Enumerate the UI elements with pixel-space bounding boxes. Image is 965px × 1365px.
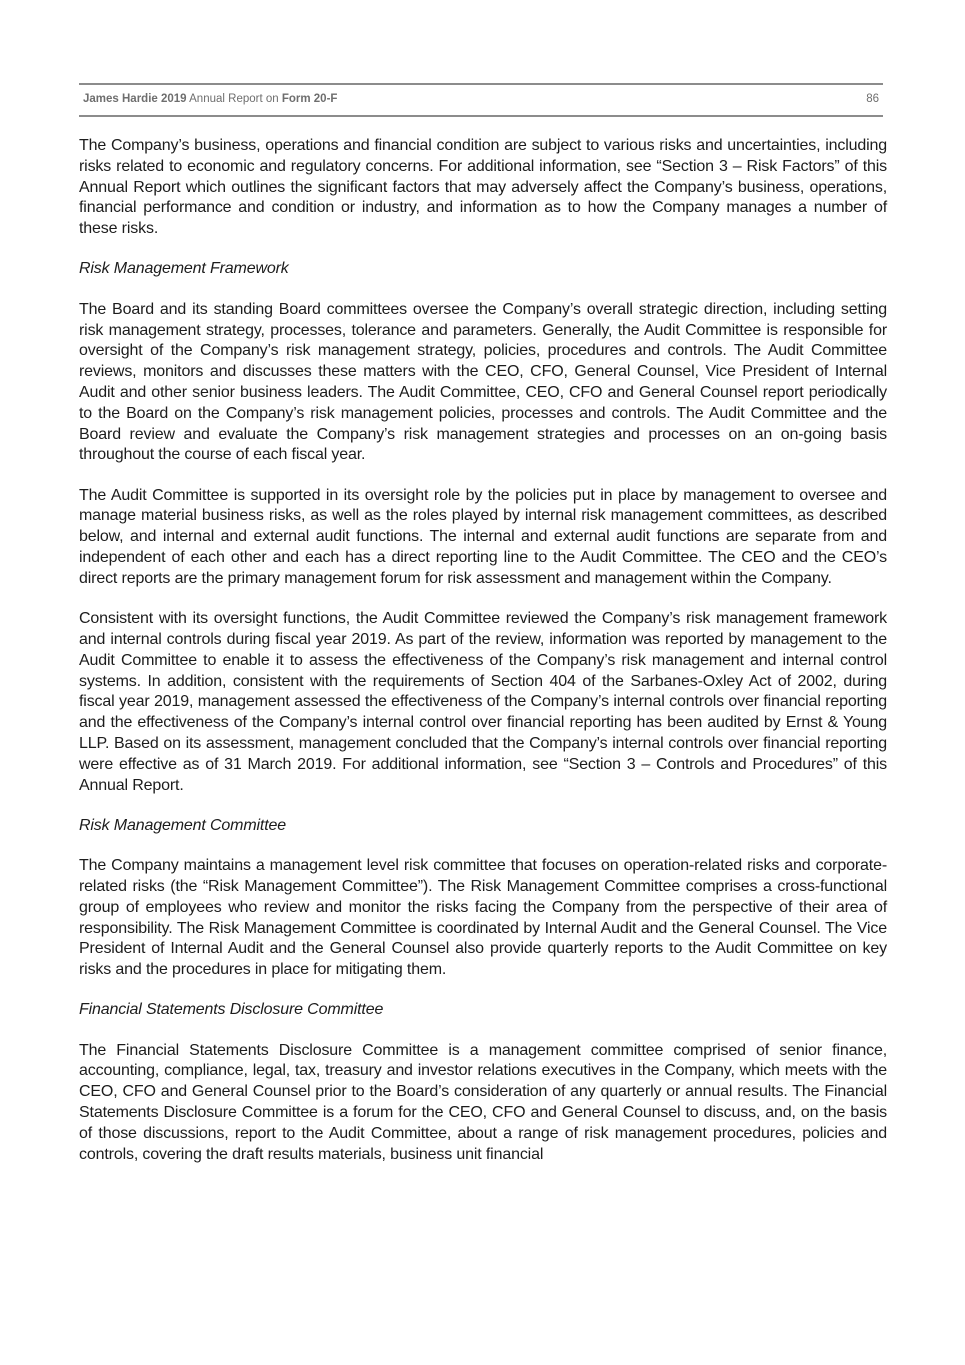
- intro-paragraph: The Company’s business, operations and financial condition are subject to various risks and uncertainties, including risks related to economic and regulatory concerns. For additional information, see “Section 3 – Risk Factors” of this Annual Report which outlines the significant factors that may adversely affect the Company’s business, operations, financial performance and condition or industry, and information as to how the Company manages a number of these risks.: [79, 137, 887, 238]
- section-heading-risk-framework: Risk Management Framework: [79, 260, 289, 278]
- page-number: 86: [866, 93, 879, 105]
- header-report-text: Annual Report on: [186, 93, 282, 105]
- paragraph: The Audit Committee is supported in its oversight role by the policies put in place by management to oversee and manage material business risks, as well as the roles played by internal risk management committees, as described below, and internal and external audit functions. The internal and external audit functions are separate from and independent of each other and each has a direct reporting line to the Audit Committee. The CEO and the CEO’s direct reports are the primary management forum for risk assessment and management within the Company.: [79, 486, 887, 587]
- running-header: [79, 83, 883, 117]
- paragraph: The Board and its standing Board committees oversee the Company’s overall strategic direction, including setting risk management strategy, processes, tolerance and parameters. Generally, the Audit Committee is responsible for oversight of the Company’s risk management strategy, policies, procedures and controls. The Audit Committee reviews, monitors and discusses these matters with the CEO, CFO, General Counsel, Vice President of Internal Audit and other senior business leaders. The Audit Committee, CEO, CFO and General Counsel report periodically to the Board on the Company’s risk management policies, processes and controls. The Audit Committee and the Board review and evaluate the Company’s risk management strategies and processes on an on-going basis throughout the course of each fiscal year.: [79, 300, 887, 464]
- header-title: [83, 93, 337, 105]
- section-heading-disclosure-committee: Financial Statements Disclosure Committee: [79, 1001, 384, 1019]
- paragraph: The Company maintains a management level risk committee that focuses on operation-related risks and corporate-related risks (the “Risk Management Committee”). The Risk Management Committee comprises a cross-functional group of employees who review and monitor the risks facing the Company from the perspective of their area of responsibility. The Risk Management Committee is coordinated by Internal Audit and the General Counsel. The Vice President of Internal Audit and the General Counsel also provide quarterly reports to the Audit Committee on key risks and the procedures in place for mitigating them.: [79, 857, 887, 979]
- header-company: James Hardie 2019: [83, 93, 187, 105]
- page-body: [79, 136, 887, 1185]
- paragraph: Consistent with its oversight functions, the Audit Committee reviewed the Company’s risk management framework and internal controls during fiscal year 2019. As part of the review, information was reported by management to the Audit Committee to enable it to assess the effectiveness of the Company’s risk management and internal control systems. In addition, consistent with the requirements of Section 404 of the Sarbanes-Oxley Act of 2002, during fiscal year 2019, management assessed the effectiveness of the Company’s internal controls over financial reporting and the effectiveness of the Company’s internal control over financial reporting has been audited by Ernst & Young LLP. Based on its assessment, management concluded that the Company’s internal controls over financial reporting were effective as of 31 March 2019. For additional information, see “Section 3 – Controls and Procedures” of this Annual Report.: [79, 610, 887, 794]
- header-form: Form 20-F: [281, 93, 338, 105]
- paragraph: The Financial Statements Disclosure Committee is a management committee comprised of senior finance, accounting, compliance, legal, tax, treasury and investor relations executives in the Company, which meets with the CEO, CFO and General Counsel prior to the Board’s consideration of any quarterly or annual results. The Financial Statements Disclosure Committee is a forum for the CEO, CFO and General Counsel to discuss, and, on the basis of those discussions, report to the Audit Committee, about a range of risk management procedures, policies and controls, covering the draft results materials, business unit financial: [79, 1041, 887, 1163]
- section-heading-risk-committee: Risk Management Committee: [79, 816, 286, 834]
